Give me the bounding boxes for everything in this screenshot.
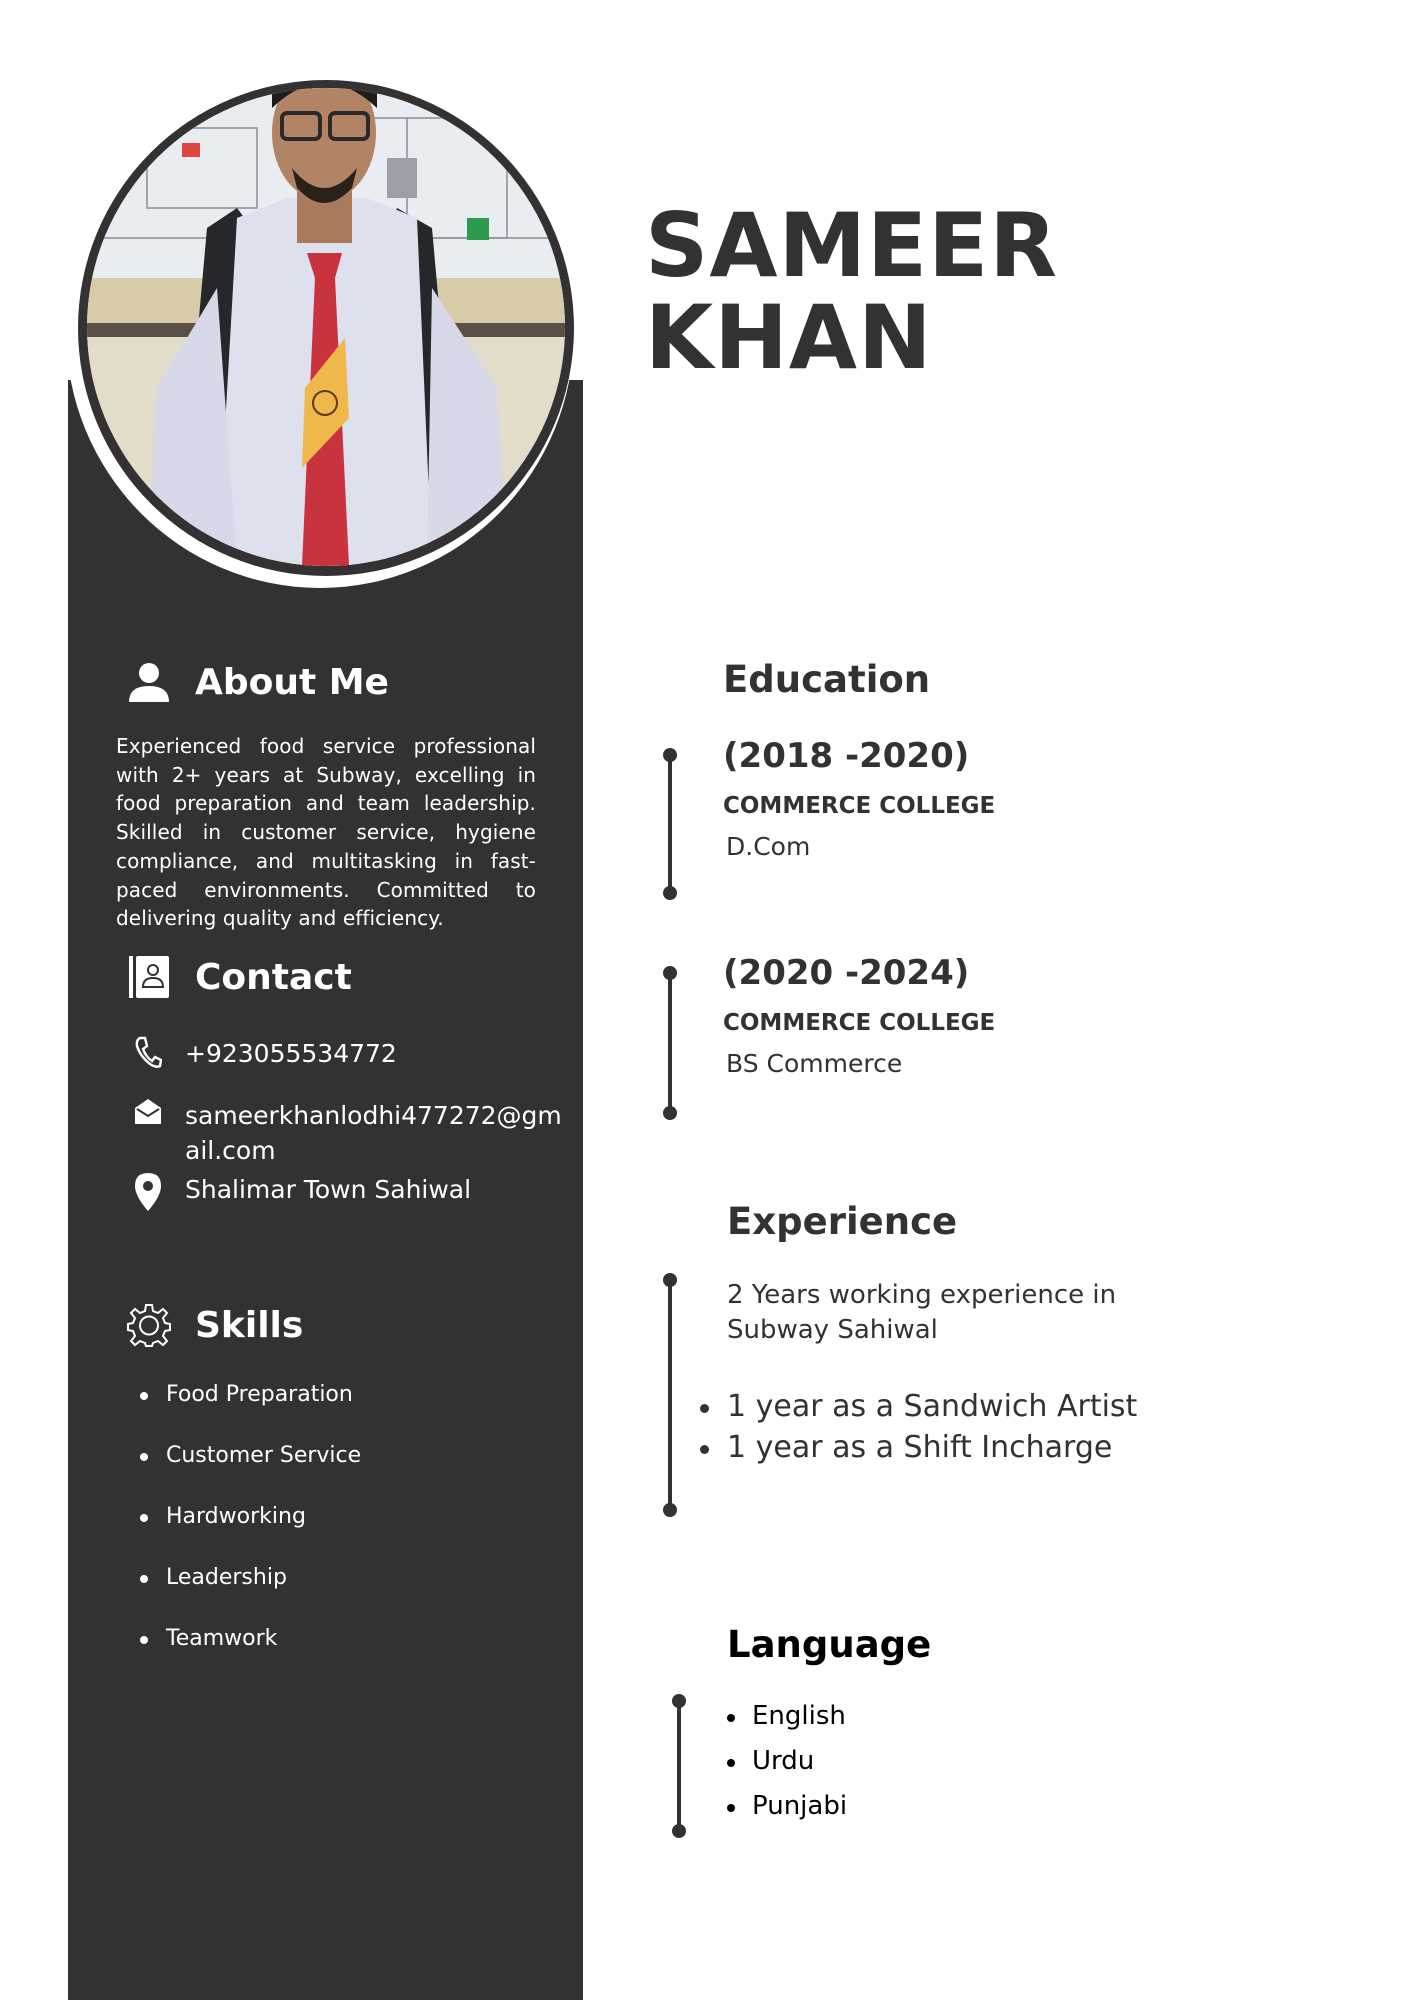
education-school: COMMERCE COLLEGE (723, 1010, 996, 1036)
education-school: COMMERCE COLLEGE (723, 793, 996, 819)
language-list (725, 1694, 847, 1829)
skill-item: Teamwork (140, 1619, 361, 1680)
skill-item: Leadership (140, 1558, 361, 1619)
last-name: KHAN (645, 286, 933, 389)
timeline-line (668, 972, 672, 1114)
contact-book-icon (127, 955, 171, 999)
envelope-open-icon (130, 1098, 166, 1138)
contact-phone[interactable] (130, 1036, 397, 1076)
timeline-dot (663, 1106, 677, 1120)
gear-icon (127, 1303, 171, 1347)
skill-item: Customer Service (140, 1436, 361, 1497)
education-period: (2020 -2024) (723, 953, 970, 993)
education-period: (2018 -2020) (723, 736, 970, 776)
timeline-line (668, 754, 672, 894)
experience-timeline (663, 1273, 677, 1517)
language-timeline (672, 1694, 686, 1838)
phone-icon (130, 1036, 166, 1076)
education-heading: Education (723, 658, 931, 701)
skills-heading (127, 1303, 304, 1347)
first-name: SAMEER (645, 194, 1059, 297)
location-pin-icon (130, 1172, 166, 1212)
language-heading: Language (727, 1623, 932, 1666)
skills-heading-label: Skills (195, 1304, 304, 1346)
candidate-name (645, 194, 1059, 389)
timeline-dot (672, 1824, 686, 1838)
email-text[interactable]: sameerkhanlodhi477272@gmail.com (185, 1101, 562, 1165)
language-item: Punjabi (725, 1784, 847, 1829)
experience-heading: Experience (727, 1200, 958, 1243)
skill-item: Food Preparation (140, 1375, 361, 1436)
skills-list (140, 1375, 361, 1680)
language-item: Urdu (725, 1739, 847, 1784)
portrait-illustration (87, 88, 565, 566)
timeline-line (668, 1279, 672, 1511)
experience-item: 1 year as a Shift Incharge (700, 1427, 1137, 1468)
about-text: Experienced food service professional with 2+ years at Subway, excelling in food preparation and team leadership. Skilled in customer service, hygiene compliance, and multitasking in fast-paced environments. Committed to delivering quality and efficiency. (116, 734, 536, 931)
language-item: English (725, 1694, 847, 1739)
user-icon (127, 660, 171, 704)
timeline-dot (663, 1273, 677, 1287)
education-timeline-2 (663, 966, 677, 1120)
timeline-dot (663, 748, 677, 762)
timeline-line (677, 1700, 681, 1832)
contact-heading (127, 955, 352, 999)
skill-item: Hardworking (140, 1497, 361, 1558)
timeline-dot (663, 1503, 677, 1517)
experience-item: 1 year as a Sandwich Artist (700, 1386, 1137, 1427)
contact-address (130, 1172, 472, 1212)
experience-summary: 2 Years working experience in Subway Sahiwal (727, 1280, 1117, 1345)
timeline-dot (672, 1694, 686, 1708)
experience-list (700, 1386, 1137, 1468)
timeline-dot (663, 886, 677, 900)
about-heading (127, 660, 389, 704)
profile-photo (87, 88, 565, 566)
timeline-dot (663, 966, 677, 980)
education-timeline-1 (663, 748, 677, 900)
about-heading-label: About Me (195, 661, 389, 703)
education-degree: D.Com (726, 832, 811, 861)
contact-heading-label: Contact (195, 956, 352, 998)
education-degree: BS Commerce (726, 1049, 903, 1078)
contact-email[interactable] (130, 1098, 562, 1165)
phone-text[interactable]: +923055534772 (185, 1039, 397, 1068)
address-text: Shalimar Town Sahiwal (185, 1175, 472, 1204)
